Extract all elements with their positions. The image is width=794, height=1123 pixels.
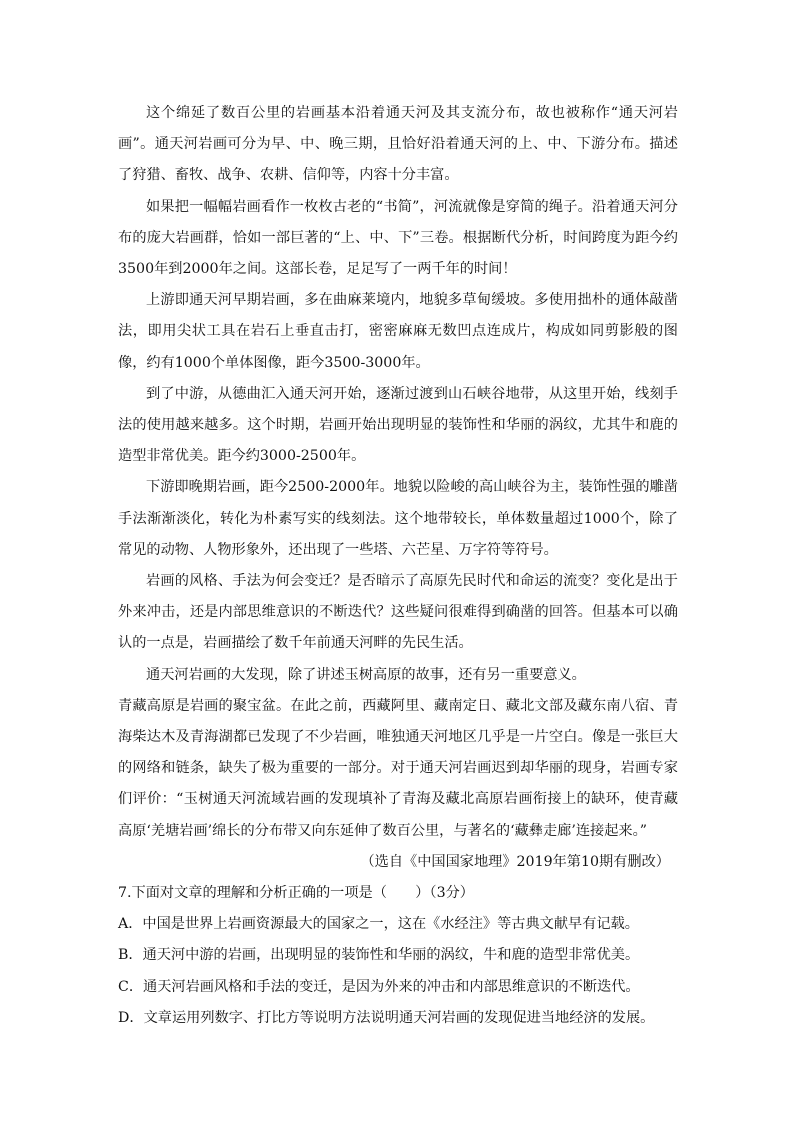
- article-paragraph-1: 这个绵延了数百公里的岩画基本沿着通天河及其支流分布，故也被称作“通天河岩画”。通天河岩画可分为早、中、晚三期，且恰好沿着通天河的上、中、下游分布。描述了狩猎、畜牧、战争、农耕、信仰等，内容十分丰富。: [118, 105, 678, 184]
- option-a[interactable]: A．中国是世界上岩画资源最大的国家之一，这在《水经注》等古典文献早有记载。: [118, 916, 639, 933]
- document-body: [118, 98, 678, 1034]
- article-paragraph-4: 到了中游，从德曲汇入通天河开始，逐渐过渡到山石峡谷地带，从这里开始，线刻手法的使用越来越多。这个时期，岩画开始出现明显的装饰性和华丽的涡纹，尤其牛和鹿的造型非常优美。距今约3000-2500年。: [118, 385, 678, 465]
- article-paragraph-7: 通天河岩画的大发现，除了讲述玉树高原的故事，还有另一重要意义。: [146, 666, 586, 683]
- article-paragraph-8: 青藏高原是岩画的聚宝盆。在此之前，西藏阿里、藏南定日、藏北文部及藏东南八宿、青海柴达木及青海湖都已发现了不少岩画，唯独通天河地区几乎是一片空白。像是一张巨大的网络和链条，缺失了极为重要的一部分。对于通天河岩画迟到却华丽的现身，岩画专家们评价：“玉树通天河流域岩画的发现填补了青海及藏北高原岩画衔接上的缺环，使青藏高原‘羌塘岩画’绵长的分布带又向东延伸了数百公里，与著名的‘藏彝走廊’连接起来。”: [118, 697, 678, 839]
- article-paragraph-3: 上游即通天河早期岩画，多在曲麻莱境内，地貌多草甸缓坡。多使用拙朴的通体敲凿法，即用尖状工具在岩石上垂直击打，密密麻麻无数凹点连成片，构成如同剪影般的图像，约有1000个单体图像，距今3500-3000年。: [118, 292, 678, 371]
- article-paragraph-6: 岩画的风格、手法为何会变迁？是否暗示了高原先民时代和命运的流变？变化是出于外来冲击，还是内部思维意识的不断迭代？这些疑问很难得到确凿的回答。但基本可以确认的一点是，岩画描绘了数千年前通天河畔的先民生活。: [118, 573, 678, 652]
- article-source: （选自《中国国家地理》2019年第10期有删改）: [360, 853, 670, 870]
- question-stem: 7.下面对文章的理解和分析正确的一项是（ ）（3分）: [118, 885, 474, 902]
- option-c[interactable]: C．通天河岩画风格和手法的变迁，是因为外来的冲击和内部思维意识的不断迭代。: [118, 978, 640, 995]
- option-b[interactable]: B．通天河中游的岩画，出现明显的装饰性和华丽的涡纹，牛和鹿的造型非常优美。: [118, 947, 640, 964]
- article-paragraph-2: 如果把一幅幅岩画看作一枚枚古老的“书简”，河流就像是穿简的绳子。沿着通天河分布的庞大岩画群，恰如一部巨著的“上、中、下”三卷。根据断代分析，时间跨度为距今约3500年到2000年之间。这部长卷，足足写了一两千年的时间！: [118, 198, 678, 278]
- option-d[interactable]: D．文章运用列数字、打比方等说明方法说明通天河岩画的发现促进当地经济的发展。: [118, 1009, 655, 1026]
- article-paragraph-5: 下游即晚期岩画，距今2500-2000年。地貌以险峻的高山峡谷为主，装饰性强的雕凿手法渐渐淡化，转化为朴素写实的线刻法。这个地带较长，单体数量超过1000个，除了常见的动物、人物形象外，还出现了一些塔、六芒星、万字符等符号。: [118, 479, 678, 558]
